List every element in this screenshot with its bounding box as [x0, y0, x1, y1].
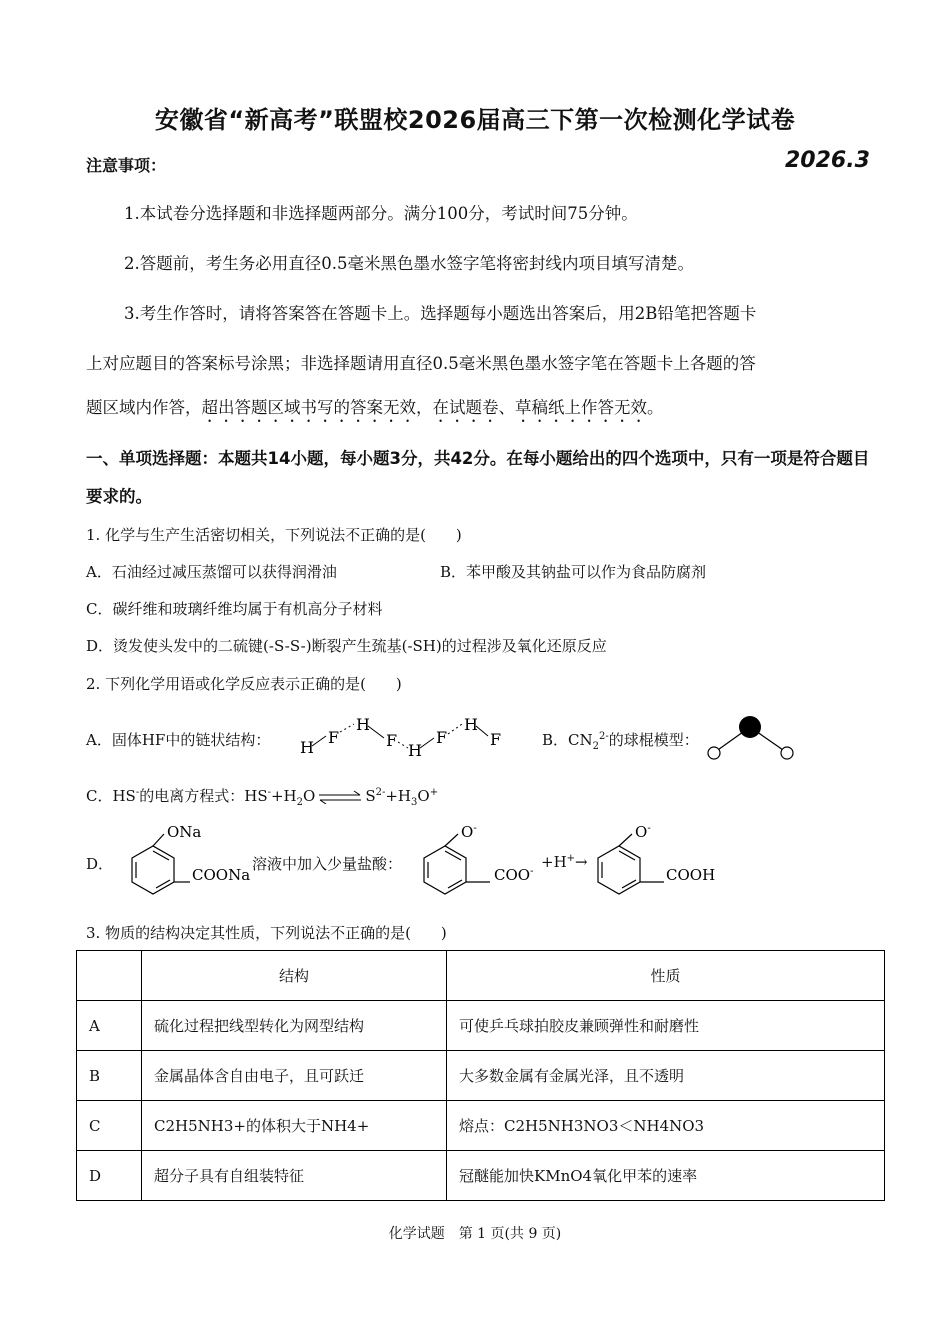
instruction-3-line3: 题区域内作答，超出答题区域书写的答案无效，在试题卷、草稿纸上作答无效。	[86, 398, 664, 417]
q2-option-b-label: B．$CN_2^{2-}$的球棍模型：	[542, 731, 699, 752]
instruction-2: 2.答题前，考生务必用直径0.5毫米黑色墨水签字笔将密封线内项目填写清楚。	[124, 254, 694, 273]
hf-f-4: F	[490, 730, 502, 749]
q1-option-a: A．石油经过减压蒸馏可以获得润滑油	[86, 563, 337, 581]
hf-bond-2	[368, 726, 384, 738]
benzene-ring-1	[132, 846, 174, 894]
table-row	[77, 1051, 885, 1101]
table-cell: C	[77, 1101, 142, 1151]
cn2-nitrogen-atom-2	[781, 747, 793, 759]
hf-h-3: H	[408, 741, 422, 760]
hf-bond-3	[420, 738, 434, 748]
benzene-ring-2	[424, 846, 466, 894]
table-cell: 熔点：C2H5NH3NO3＜NH4NO3	[447, 1101, 885, 1151]
table-cell: 可使乒乓球拍胶皮兼顾弹性和耐磨性	[447, 1001, 885, 1051]
mol3-o-label: O-	[635, 823, 651, 841]
hf-h-2: H	[356, 715, 370, 734]
hf-hbond-1	[340, 724, 354, 732]
q3-table	[76, 950, 885, 1201]
mol2-o-label: O-	[461, 823, 477, 841]
mol2-coo-label: COO-	[494, 866, 534, 884]
salicylate-dianion-structure	[414, 820, 544, 900]
hf-f-1: F	[328, 728, 340, 747]
hf-h-4: H	[464, 715, 478, 734]
table-cell: 超分子具有自组装特征	[142, 1151, 447, 1201]
mol1-ona-label: ONa	[167, 823, 202, 841]
q2-option-c: C．HS-的电离方程式：$HS^-+H_2O$ $S^{2-}+H_3O^+$	[86, 787, 439, 808]
table-cell: A	[77, 1001, 142, 1051]
q1-option-d: D．烫发使头发中的二硫键(-S-S-)断裂产生巯基(-SH)的过程涉及氧化还原反应	[86, 637, 607, 655]
cn2-nitrogen-atom-1	[708, 747, 720, 759]
q1-stem: 1. 化学与生产生活密切相关，下列说法不正确的是( )	[86, 526, 462, 544]
page-footer: 化学试题 第 1 页(共 9 页)	[388, 1226, 562, 1242]
q2-stem: 2. 下列化学用语或化学反应表示正确的是( )	[86, 675, 402, 693]
q2-option-a-label: A．固体HF中的链状结构：	[86, 731, 271, 749]
table-cell: C2H5NH3+的体积大于NH4+	[142, 1101, 447, 1151]
hf-f-2: F	[386, 731, 398, 750]
sodium-salicylate-structure	[112, 820, 252, 900]
q2-option-d-label: D．	[86, 855, 114, 873]
salicylic-monoanion-structure	[588, 820, 728, 900]
q3-stem: 3. 物质的结构决定其性质，下列说法不正确的是( )	[86, 924, 447, 942]
hf-f-3: F	[436, 728, 448, 747]
page-title: 安徽省“新高考”联盟校2026届高三下第一次检测化学试卷	[154, 106, 796, 134]
table-header-row	[77, 951, 885, 1001]
notice-label: 注意事项：	[86, 156, 167, 175]
table-row	[77, 1101, 885, 1151]
table-cell: 金属晶体含自由电子，且可跃迁	[142, 1051, 447, 1101]
instruction-1: 1.本试卷分选择题和非选择题两部分。满分100分，考试时间75分钟。	[124, 204, 638, 223]
instruction-3-line2: 上对应题目的答案标号涂黑；非选择题请用直径0.5毫米黑色墨水签字笔在答题卡上各题的答	[86, 354, 756, 373]
table-row	[77, 1151, 885, 1201]
exam-date: 2026.3	[785, 148, 870, 173]
table-header-cell: 性质	[447, 951, 885, 1001]
table-header-cell	[77, 951, 142, 1001]
q2-option-d-text: 溶液中加入少量盐酸：	[252, 855, 403, 873]
q1-option-b: B．苯甲酸及其钠盐可以作为食品防腐剂	[440, 563, 707, 581]
table-cell: B	[77, 1051, 142, 1101]
hf-hbond-2	[398, 742, 408, 748]
mol1-coona-label: COONa	[192, 866, 251, 884]
cn2-carbon-atom	[739, 716, 761, 738]
equilibrium-arrow-icon	[318, 790, 362, 804]
mol3-cooh-label: COOH	[666, 866, 716, 884]
table-cell: 大多数金属有金属光泽，且不透明	[447, 1051, 885, 1101]
emphasized-warning: 超出答题区域书写的答案无效，在试题卷、草稿纸上作答无效	[201, 398, 647, 417]
table-header-cell: 结构	[142, 951, 447, 1001]
benzene-ring-3	[598, 846, 640, 894]
q1-option-c: C．碳纤维和玻璃纤维均属于有机高分子材料	[86, 600, 383, 618]
hf-h-1: H	[300, 738, 314, 757]
table-row	[77, 1001, 885, 1051]
hf-chain-structure	[290, 710, 520, 760]
table-cell: 硫化过程把线型转化为网型结构	[142, 1001, 447, 1051]
cn2-ball-stick-model	[700, 712, 800, 764]
table-cell: 冠醚能加快KMnO4氧化甲苯的速率	[447, 1151, 885, 1201]
q2-option-d-plus: +H+→	[541, 853, 588, 871]
table-cell: D	[77, 1151, 142, 1201]
hf-hbond-3	[448, 724, 462, 734]
hf-bond-1	[312, 736, 326, 746]
section-heading: 一、单项选择题：本题共14小题，每小题3分，共42分。在每小题给出的四个选项中，只有一项是符合题目要求的。	[86, 449, 870, 506]
instruction-3-line1: 3.考生作答时，请将答案答在答题卡上。选择题每小题选出答案后，用2B铅笔把答题卡	[124, 304, 757, 323]
